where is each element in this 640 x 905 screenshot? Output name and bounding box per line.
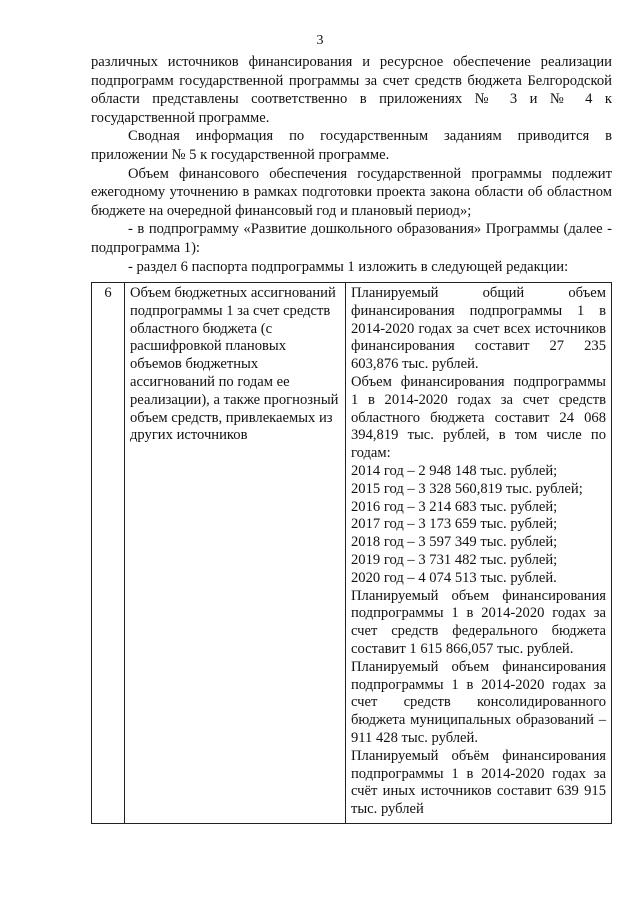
- paragraph: различных источников финансирования и ресурсное обеспечение реализации подпрограмм государственной программы за счет средств бюджета Белгородской области представлены соответственно в приложениях № 3 и № 4 к государственной программе.: [91, 54, 612, 126]
- year-funding: 2015 год – 3 328 560,819 тыс. рублей;: [351, 480, 583, 497]
- year-funding: 2019 год – 3 731 482 тыс. рублей;: [351, 551, 558, 568]
- paragraph: - раздел 6 паспорта подпрограммы 1 изложить в следующей редакции:: [128, 258, 569, 275]
- year-funding: 2014 год – 2 948 148 тыс. рублей;: [351, 462, 558, 479]
- federal-funding: Планируемый объем финансирования подпрограммы 1 в 2014-2020 годах за счет средств федерального бюджета составит 1 615 866,057 тыс. рублей.: [351, 587, 606, 657]
- row-number: 6: [92, 283, 125, 824]
- year-funding: 2020 год – 4 074 513 тыс. рублей.: [351, 569, 557, 586]
- other-funding: Планируемый объём финансирования подпрограммы 1 в 2014-2020 годах за счёт иных источников составит 639 915 тыс. рублей: [351, 747, 606, 818]
- body-text: [91, 53, 612, 276]
- paragraph: Сводная информация по государственным заданиям приводится в приложении № 5 к государственной программе.: [91, 128, 612, 163]
- municipal-funding: Планируемый объем финансирования подпрограммы 1 в 2014-2020 годах за счет средств консолидированного бюджета муниципальных образований – 911 428 тыс. рублей.: [351, 658, 606, 746]
- table-row: [92, 283, 612, 824]
- paragraph: Объем финансового обеспечения государственной программы подлежит ежегодному уточнению в рамках подготовки проекта закона области об областном бюджете на очередной финансовый год и плановый период»;: [91, 165, 612, 219]
- page-number: 3: [316, 33, 324, 48]
- year-funding: 2017 год – 3 173 659 тыс. рублей;: [351, 516, 558, 533]
- regional-funding: Объем финансирования подпрограммы 1 в 2014-2020 годах за счет средств областного бюджета составит 24 068 394,819 тыс. рублей, в том числе по годам:: [351, 373, 606, 462]
- year-funding: 2016 год – 3 214 683 тыс. рублей;: [351, 498, 558, 515]
- total-funding: Планируемый общий объем финансирования подпрограммы 1 в 2014-2020 годах за счет всех источников финансирования составит 27 235 603,876 тыс. рублей.: [351, 285, 606, 373]
- paragraph: - в подпрограмму «Развитие дошкольного образования» Программы (далее - подпрограмма 1):: [91, 221, 612, 256]
- passport-table: [91, 282, 612, 824]
- row-label: Объем бюджетных ассигнований подпрограммы 1 за счет средств областного бюджета (с расшифровкой плановых объемов бюджетных ассигнований по годам ее реализации), а также прогнозный объем средств, привлекаемых из других источников: [125, 283, 346, 824]
- row-value: [346, 283, 612, 824]
- year-funding: 2018 год – 3 597 349 тыс. рублей;: [351, 534, 558, 551]
